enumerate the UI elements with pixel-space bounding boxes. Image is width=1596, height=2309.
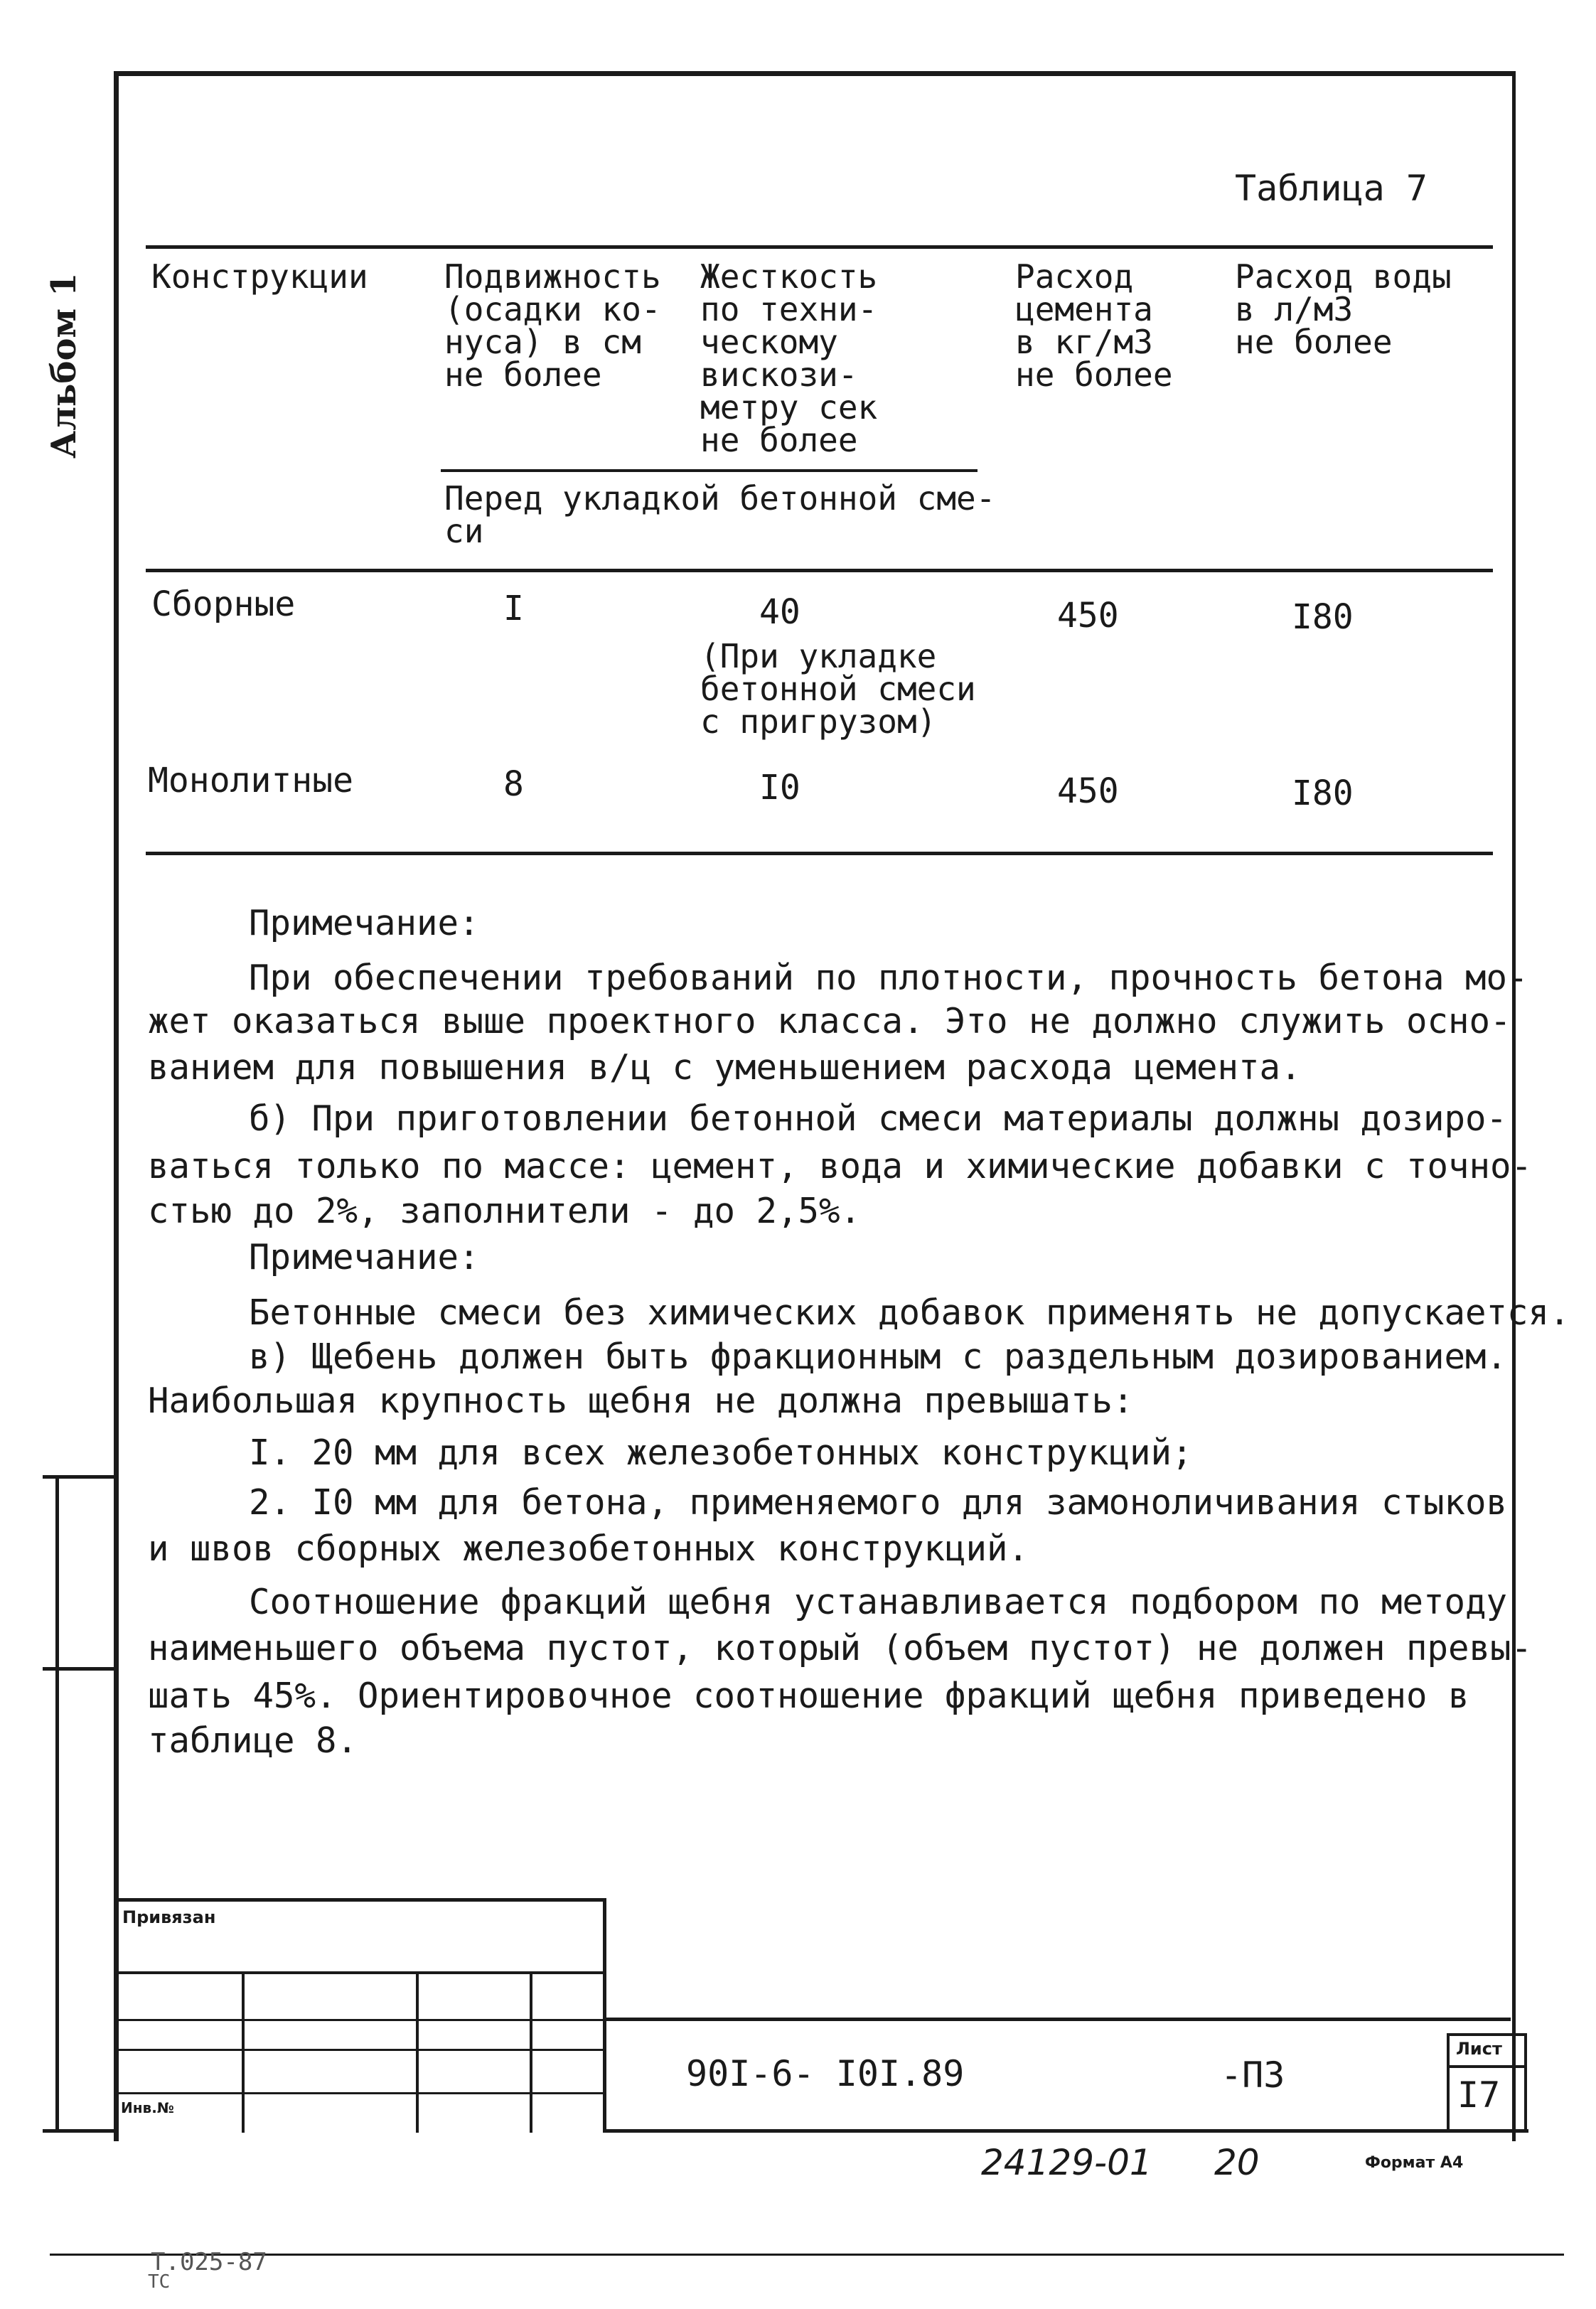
table-title: Таблица 7 xyxy=(1235,168,1428,209)
header-before-laying: Перед укладкой бетонной сме- си xyxy=(444,479,996,550)
binding-line xyxy=(55,1475,59,2133)
text-line: ваться только по массе: цемент, вода и химические добавки с точно- xyxy=(148,1146,1533,1186)
row2-stiffness: I0 xyxy=(759,768,800,808)
text-line: шать 45%. Ориентировочное соотношение фракций щебня приведено в xyxy=(148,1676,1469,1716)
text-line: жет оказаться выше проектного класса. Это не должно служить осно- xyxy=(148,1001,1511,1041)
inv-no-label: Инв.№ xyxy=(121,2099,174,2116)
table-bottom-rule xyxy=(146,852,1493,855)
row2-construction: Монолитные xyxy=(148,761,353,800)
text-line: Наибольшая крупность щебня не должна превышать: xyxy=(148,1381,1134,1421)
row1-construction: Сборные xyxy=(151,584,296,624)
table-top-rule xyxy=(146,245,1493,249)
text-line: наименьшего объема пустот, который (объем пустот) не должен превы- xyxy=(148,1628,1533,1668)
binding-tick xyxy=(43,1475,117,1479)
page-bottom-rule xyxy=(50,2254,1564,2256)
archive-page: 20 xyxy=(1214,2142,1260,2183)
archive-number: 24129-01 xyxy=(981,2142,1152,2183)
text-line: Примечание: xyxy=(249,903,480,943)
header-constructions: Конструкции xyxy=(151,257,368,296)
row1-stiffness: 40 xyxy=(759,592,800,632)
row2-cement: 450 xyxy=(1057,771,1119,811)
binding-tick xyxy=(43,2129,117,2133)
header-stiffness: Жесткость по техни- ческому вискози- метру сек не более xyxy=(700,257,878,459)
document-code: 90I-6- I0I.89 xyxy=(686,2053,965,2094)
binding-tick xyxy=(43,1667,117,1671)
table-header-rule xyxy=(146,569,1493,572)
text-line: и швов сборных железобетонных конструкций. xyxy=(148,1528,1029,1569)
row2-mobility: 8 xyxy=(503,764,524,804)
header-water: Расход воды в л/м3 не более xyxy=(1235,257,1452,361)
text-line: в) Щебень должен быть фракционным с раздельным дозированием. xyxy=(249,1336,1508,1377)
row1-water: I80 xyxy=(1292,597,1354,637)
header-mobility: Подвижность (осадки ко- нуса) в см не более xyxy=(444,257,661,394)
text-line: б) При приготовлении бетонной смеси материалы должны дозиро- xyxy=(249,1098,1508,1139)
privyazan-label: Привязан xyxy=(122,1907,216,1927)
row2-water: I80 xyxy=(1292,773,1354,813)
text-line: I. 20 мм для всех железобетонных конструкций; xyxy=(249,1432,1193,1473)
sheet-label: Лист xyxy=(1456,2039,1502,2059)
table-subheader-rule xyxy=(441,469,978,472)
format-label: Формат А4 xyxy=(1365,2154,1464,2172)
text-line: При обеспечении требований по плотности, прочность бетона мо- xyxy=(249,958,1528,998)
text-line: Соотношение фракций щебня устанавливается подбором по методу xyxy=(249,1582,1508,1622)
form-code-2: ТС xyxy=(148,2271,171,2293)
text-line: Примечание: xyxy=(249,1237,480,1277)
document-suffix: -ПЗ xyxy=(1221,2054,1285,2096)
sheet-number: I7 xyxy=(1457,2074,1501,2116)
text-line: Бетонные смеси без химических добавок применять не допускается. xyxy=(249,1292,1570,1333)
text-line: 2. I0 мм для бетона, применяемого для замоноличивания стыков xyxy=(249,1482,1508,1523)
form-code: Т.025-87 xyxy=(151,2248,267,2276)
text-line: таблице 8. xyxy=(148,1720,358,1761)
row1-stiffness-note: (При укладке бетонной смеси с пригрузом) xyxy=(700,637,976,741)
row1-mobility: I xyxy=(503,589,524,628)
header-cement: Расход цемента в кг/м3 не более xyxy=(1015,257,1173,394)
text-line: стью до 2%, заполнители - до 2,5%. xyxy=(148,1191,862,1231)
text-line: ванием для повышения в/ц с уменьшением расхода цемента. xyxy=(148,1047,1302,1088)
album-side-label: Альбом 1 xyxy=(44,272,84,459)
row1-cement: 450 xyxy=(1057,596,1119,636)
